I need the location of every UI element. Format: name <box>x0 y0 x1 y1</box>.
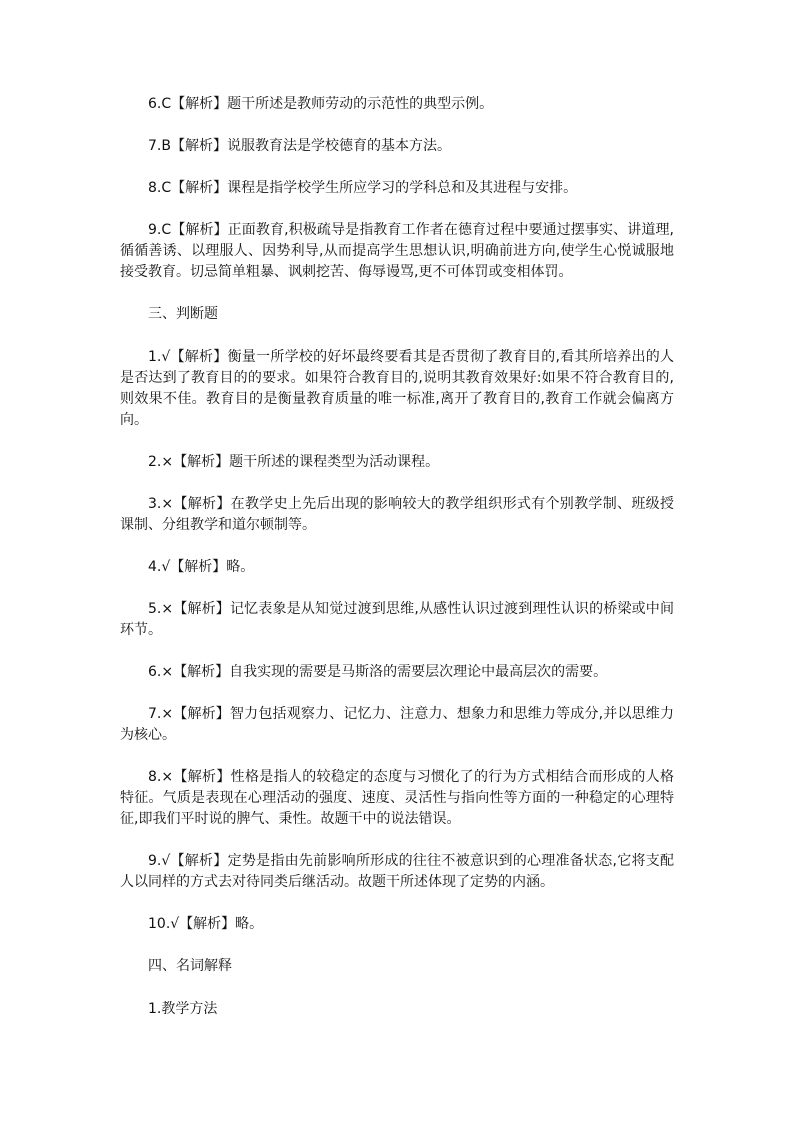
answer-paragraph: 10.√【解析】略。 <box>148 916 264 932</box>
answer-paragraph: 4.√【解析】略。 <box>148 559 255 575</box>
answer-paragraph: 1.√【解析】衡量一所学校的好坏最终要看其是否贯彻了教育目的,看其所培养出的人是否达到了教育目的的要求。如果符合教育目的,说明其教育效果好:如果不符合教育目的,则效果不佳。教育目的是衡量教育质量的唯一标准,离开了教育目的,教育工作就会偏离方向。 <box>120 349 674 428</box>
answer-paragraph: 3.×【解析】在教学史上先后出现的影响较大的教学组织形式有个别教学制、班级授课制、分组教学和道尔顿制等。 <box>120 496 674 533</box>
answer-paragraph: 9.C【解析】正面教育,积极疏导是指教育工作者在德育过程中要通过摆事实、讲道理,循循善诱、以理服人、因势利导,从而提高学生思想认识,明确前进方向,使学生心悦诚服地接受教育。切忌简单粗暴、讽刺挖苦、侮辱谩骂,更不可体罚或变相体罚。 <box>120 222 674 280</box>
answer-paragraph: 9.√【解析】定势是指由先前影响所形成的往往不被意识到的心理准备状态,它将支配人以同样的方式去对待同类后继活动。故题干所述体现了定势的内涵。 <box>120 853 674 890</box>
answer-paragraph: 5.×【解析】记忆表象是从知觉过渡到思维,从感性认识过渡到理性认识的桥梁或中间环节。 <box>120 601 674 638</box>
answer-paragraph: 7.B【解析】说服教育法是学校德育的基本方法。 <box>148 138 451 154</box>
answer-paragraph: 8.×【解析】性格是指人的较稳定的态度与习惯化了的行为方式相结合而形成的人格特征。气质是表现在心理活动的强度、速度、灵活性与指向性等方面的一种稳定的心理特征,即我们平时说的脾气、秉性。故题干中的说法错误。 <box>120 769 674 827</box>
section-heading: 三、判断题 <box>148 306 218 322</box>
answer-paragraph: 6.C【解析】题干所述是教师劳动的示范性的典型示例。 <box>148 96 494 112</box>
section-heading: 四、名词解释 <box>148 958 232 974</box>
term-item: 1.教学方法 <box>148 1001 218 1017</box>
answer-paragraph: 7.×【解析】智力包括观察力、记忆力、注意力、想象力和思维力等成分,并以思维力为核心。 <box>120 706 674 743</box>
answer-paragraph: 6.×【解析】自我实现的需要是马斯洛的需要层次理论中最高层次的需要。 <box>148 664 608 680</box>
answer-paragraph: 8.C【解析】课程是指学校学生所应学习的学科总和及其进程与安排。 <box>148 180 578 196</box>
answer-paragraph: 2.×【解析】题干所述的课程类型为活动课程。 <box>148 454 440 470</box>
